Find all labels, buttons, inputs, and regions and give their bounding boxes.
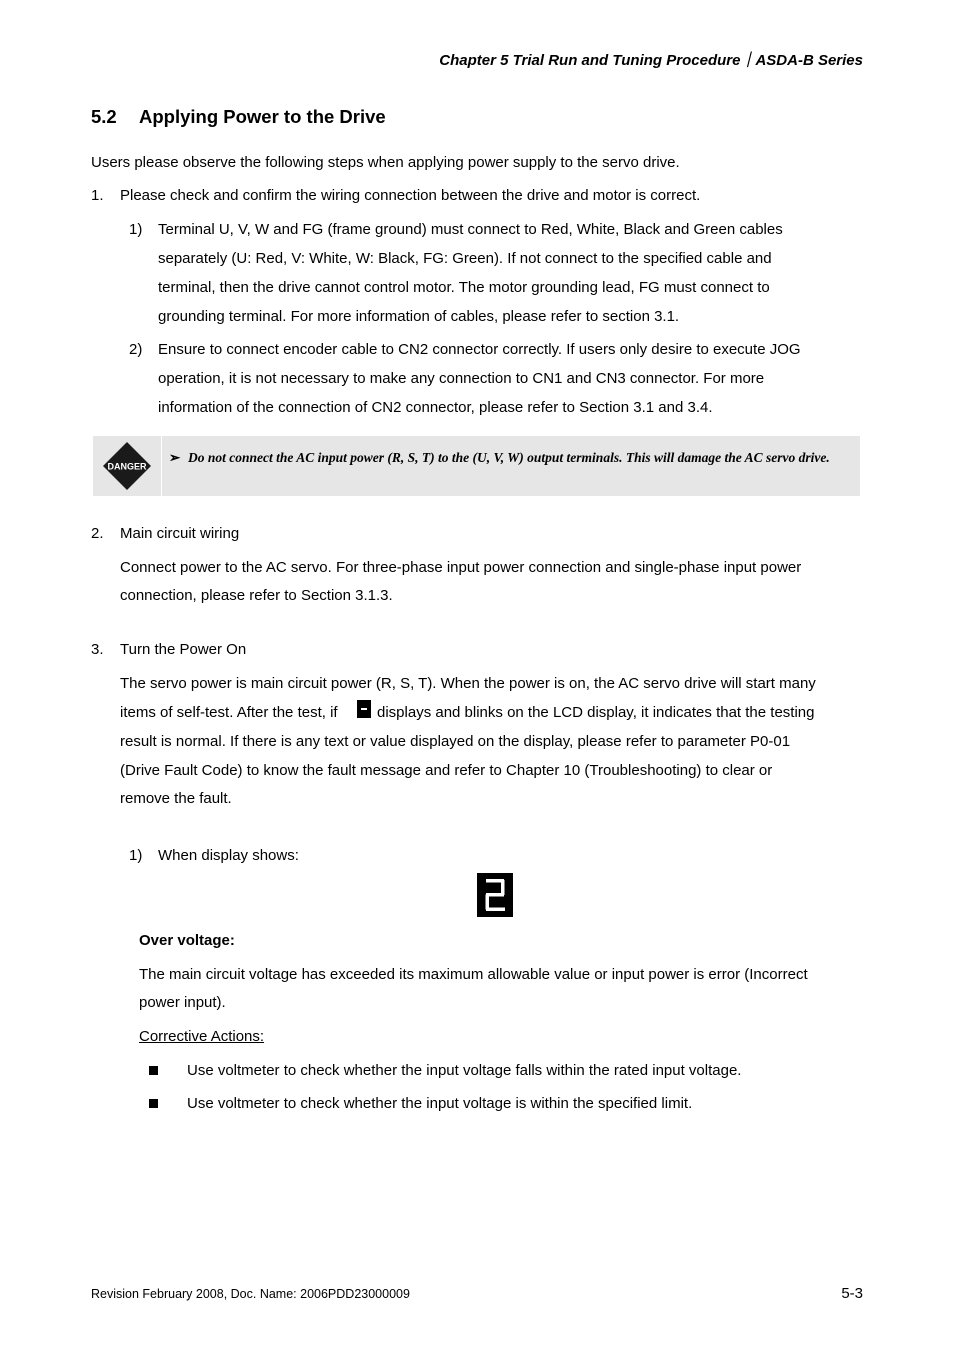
step1-sub2-line: information of the connection of CN2 connector, please refer to Section 3.1 and 3.4. — [158, 399, 713, 416]
fault-title: Over voltage: — [139, 932, 235, 949]
step1-sub2-number: 2) — [129, 341, 143, 358]
step3-line: result is normal. If there is any text or value displayed on the display, please refer to parameter P0-01 — [120, 733, 791, 750]
step1-sub1-line: separately (U: Red, V: White, W: Black, FG: Green). If not connect to the specified cable and — [158, 250, 772, 267]
intro-paragraph: Users please observe the following steps when applying power supply to the servo drive. — [91, 154, 680, 171]
step2-title: Main circuit wiring — [120, 525, 240, 542]
arrow-bullet-icon: ➢ — [169, 450, 181, 465]
step3-sub1-number: 1) — [129, 847, 143, 864]
step2-line: Connect power to the AC servo. For three-phase input power connection and single-phase input power — [120, 559, 802, 576]
danger-icon — [102, 441, 152, 491]
fault-description-line: power input). — [139, 994, 226, 1011]
step3-line: The servo power is main circuit power (R, S, T). When the power is on, the AC servo drive will start many — [120, 675, 816, 692]
danger-text: Do not connect the AC input power (R, S, T) to the (U, V, W) output terminals. This will damage the AC servo drive. — [188, 450, 830, 465]
step3-line: (Drive Fault Code) to know the fault message and refer to Chapter 10 (Troubleshooting) to clear or — [120, 762, 773, 779]
step1-sub1-line: grounding terminal. For more information of cables, please refer to section 3.1. — [158, 308, 680, 325]
step3-line: remove the fault. — [120, 790, 232, 807]
section-title: Applying Power to the Drive — [139, 106, 386, 127]
fault-description-line: The main circuit voltage has exceeded its maximum allowable value or input power is error (Incorrect — [139, 966, 808, 983]
step1-sub2-line: operation, it is not necessary to make any connection to CN1 and CN3 connector. For more — [158, 370, 765, 387]
section-number: 5.2 — [91, 106, 117, 127]
step3-sub1-text: When display shows: — [158, 847, 299, 864]
square-bullet-icon — [149, 1066, 158, 1075]
step3-number: 3. — [91, 641, 104, 658]
step2-number: 2. — [91, 525, 104, 542]
lcd-dash-icon — [357, 700, 371, 718]
step1-sub2-line: Ensure to connect encoder cable to CN2 connector correctly. If users only desire to execute JOG — [158, 341, 801, 358]
danger-divider — [161, 436, 162, 496]
running-header: Chapter 5 Trial Run and Tuning Procedure｜ASDA-B Series — [439, 52, 863, 69]
square-bullet-icon — [149, 1099, 158, 1108]
step1-text: Please check and confirm the wiring connection between the drive and motor is correct. — [120, 187, 701, 204]
corrective-actions-label: Corrective Actions: — [139, 1028, 265, 1045]
corrective-action-item: Use voltmeter to check whether the input voltage is within the specified limit. — [187, 1095, 693, 1112]
corrective-action-item: Use voltmeter to check whether the input voltage falls within the rated input voltage. — [187, 1062, 742, 1079]
seven-segment-digit-2-icon — [477, 873, 513, 917]
step3-title: Turn the Power On — [120, 641, 247, 658]
danger-label: DANGER — [107, 461, 147, 472]
step3-line: items of self-test. After the test, if — [120, 704, 338, 721]
step1-number: 1. — [91, 187, 104, 204]
page-number: 5-3 — [841, 1285, 863, 1302]
step2-line: connection, please refer to Section 3.1.3. — [120, 587, 393, 604]
step1-sub1-number: 1) — [129, 221, 143, 238]
step3-line: displays and blinks on the LCD display, it indicates that the testing — [377, 704, 815, 721]
step1-sub1-line: terminal, then the drive cannot control motor. The motor grounding lead, FG must connect to — [158, 279, 770, 296]
section-heading — [91, 106, 386, 128]
step1-sub1-line: Terminal U, V, W and FG (frame ground) must connect to Red, White, Black and Green cables — [158, 221, 783, 238]
danger-notice — [93, 436, 860, 496]
footer-revision: Revision February 2008, Doc. Name: 2006PDD23000009 — [91, 1287, 410, 1301]
